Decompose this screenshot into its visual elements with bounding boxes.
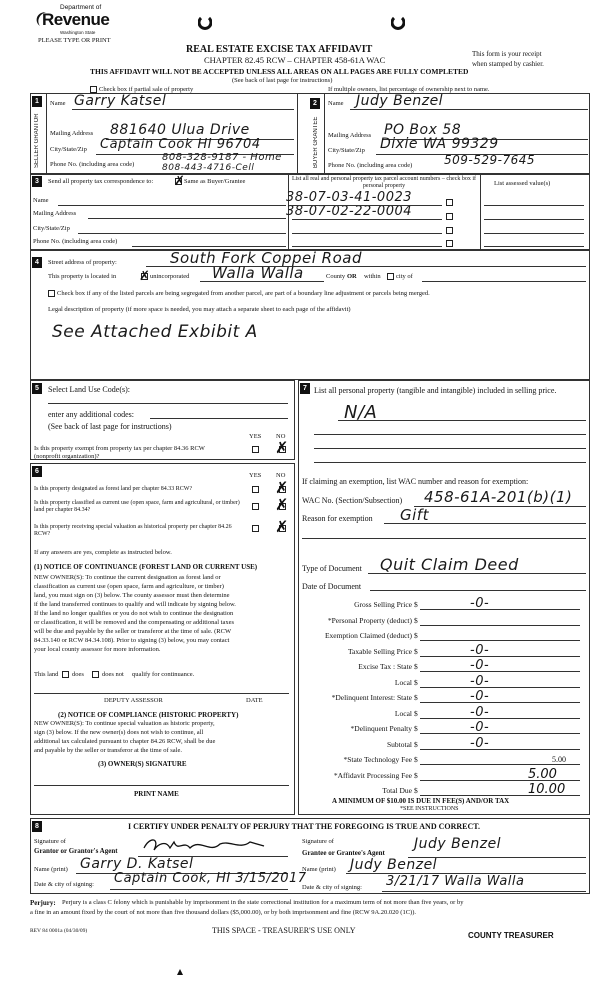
- tax-row-value[interactable]: 10.00: [528, 782, 566, 797]
- currency-symbol: $: [414, 724, 418, 733]
- current-use-question: Is this property classified as current use (open space, farm and agricultural, or timber) land per chapter 84.34?: [34, 500, 240, 513]
- county[interactable]: Walla Walla: [212, 264, 304, 282]
- compliance-title: (2) NOTICE OF COMPLIANCE (HISTORIC PROPERTY): [58, 711, 239, 719]
- grantee-name-label: Name (print): [302, 866, 336, 873]
- exemption-reason[interactable]: Gift: [400, 506, 429, 524]
- segregated-checkbox[interactable]: [48, 290, 55, 297]
- currency-symbol: $: [414, 677, 418, 687]
- perjury-label: Perjury:: [30, 899, 56, 907]
- tax-row-label: *State Technology Fee: [343, 755, 412, 764]
- tax-row-label: Subtotal: [386, 739, 412, 749]
- located-in-label: This property is located in: [48, 273, 117, 280]
- grantor-agent-label: Grantor or Grantor's Agent: [34, 847, 118, 855]
- corr-name-label: Name: [33, 197, 49, 204]
- tax-row-value[interactable]: 5.00: [552, 755, 566, 764]
- tax-row-value[interactable]: -0-: [470, 642, 490, 658]
- tax-row-label: Total Due: [382, 786, 412, 795]
- grantee-printed-name[interactable]: Judy Benzel: [350, 857, 438, 873]
- wac-number[interactable]: 458-61A-201(b)(1): [424, 488, 573, 506]
- county-treasurer-stamp: COUNTY TREASURER: [468, 931, 554, 940]
- treasurer-space-label: THIS SPACE - TREASURER'S USE ONLY: [212, 926, 356, 935]
- section-1-number: 1: [32, 96, 42, 107]
- forest-yes-checkbox[interactable]: [252, 486, 259, 493]
- seller-city-state-zip[interactable]: Captain Cook HI 96704: [100, 137, 261, 152]
- or-label: OR: [347, 273, 357, 280]
- tax-row-label: *Delinquent Interest: State: [331, 693, 412, 702]
- tax-row-label: *Personal Property (deduct): [327, 615, 412, 625]
- buyer-phone-label: Phone No. (including area code): [328, 162, 413, 169]
- additional-codes-label: enter any additional codes:: [48, 410, 134, 419]
- exempt-question: Is this property exempt from property tax per chapter 84.36 RCW (nonprofit organization)?: [34, 445, 205, 460]
- grantor-signature: [140, 834, 270, 856]
- unincorporated-check-icon: ✗: [139, 269, 150, 284]
- seller-name-label: Name: [50, 100, 66, 107]
- wac-label: WAC No. (Section/Subsection): [302, 496, 403, 505]
- grantee-sig-label: Signature of: [302, 838, 334, 845]
- section-7-box: [298, 380, 590, 815]
- perjury-text-2: a fine in an amount fixed by the court of not more than five thousand dollars ($5,000.00), or by both imprisonment and fine (RCW 9A.20.020 (1C)).: [30, 909, 417, 916]
- if-yes-note: If any answers are yes, complete as instructed below.: [34, 549, 172, 556]
- logo-line1: Department of: [60, 4, 102, 11]
- punch-hole-icon: [391, 15, 405, 31]
- yes-header: YES: [249, 472, 262, 479]
- seller-mail-label: Mailing Address: [50, 130, 94, 137]
- does-not-checkbox[interactable]: [92, 671, 99, 678]
- does-checkbox[interactable]: [62, 671, 69, 678]
- no-header: NO: [276, 433, 286, 440]
- form-title: REAL ESTATE EXCISE TAX AFFIDAVIT: [186, 44, 373, 55]
- does-label: does: [72, 671, 84, 678]
- location-box: [30, 250, 590, 380]
- county-label: County: [326, 273, 346, 280]
- tax-row-value[interactable]: -0-: [470, 673, 490, 689]
- legal-description[interactable]: See Attached Exbibit A: [52, 322, 258, 342]
- currency-symbol: $: [414, 693, 418, 702]
- personal-property-value[interactable]: N/A: [344, 402, 378, 423]
- legal-description-label: Legal description of property (if more space is needed, you may attach a separate sheet to each page of the affidavit): [48, 306, 351, 313]
- current-use-no-check-icon: ✗: [275, 495, 289, 514]
- historic-question: Is this property receiving special valuation as historical property per chapter 84.26 RCW?: [34, 524, 232, 537]
- logo-word: Revenue: [42, 10, 110, 29]
- minimum-note: A MINIMUM OF $10.00 IS DUE IN FEE(S) AND/OR TAX: [332, 797, 510, 805]
- buyer-name-label: Name: [328, 100, 344, 107]
- parcel-number-1[interactable]: 38-07-03-41-0023: [286, 190, 413, 205]
- section-7-number: 7: [300, 383, 310, 394]
- exempt-no-check-icon: ✗: [275, 438, 289, 457]
- buyer-city-state-zip[interactable]: Dixie WA 99329: [380, 136, 499, 152]
- section-8-number: 8: [32, 821, 42, 832]
- grantor-date-city[interactable]: Captain Cook, HI 3/15/2017: [114, 871, 307, 886]
- yes-header: YES: [249, 433, 262, 440]
- tax-row-label: Local: [394, 677, 412, 687]
- receipt-note-2: when stamped by cashier.: [472, 60, 544, 68]
- tax-row-label: Taxable Selling Price: [347, 646, 412, 656]
- parcel-header: List all real and personal property tax parcel account numbers – check box if personal property: [291, 176, 477, 189]
- exempt-yes-checkbox[interactable]: [252, 446, 259, 453]
- corr-phone-label: Phone No. (including area code): [33, 238, 118, 245]
- section-4-number: 4: [32, 257, 42, 268]
- type-or-print: PLEASE TYPE OR PRINT: [38, 37, 111, 44]
- street-label: Street address of property:: [48, 259, 117, 266]
- does-not-label: does not: [102, 671, 124, 678]
- qualify-label: qualify for continuance.: [132, 671, 195, 678]
- personal-property-checkbox[interactable]: [446, 213, 453, 220]
- see-instructions: *SEE INSTRUCTIONS: [400, 806, 459, 812]
- personal-property-label: List all personal property (tangible and intangible) included in selling price.: [314, 386, 557, 395]
- tax-row-value[interactable]: 5.00: [528, 766, 557, 782]
- seller-phone-cell[interactable]: 808-443-4716-Cell: [162, 163, 255, 173]
- grantor-date-label: Date & city of signing:: [34, 881, 94, 888]
- corr-mail-label: Mailing Address: [33, 210, 77, 217]
- seller-phone-home[interactable]: 808-328-9187 - Home: [162, 152, 282, 163]
- punch-hole-icon: [198, 15, 212, 31]
- grantee-date-city[interactable]: 3/21/17 Walla Walla: [386, 874, 525, 889]
- partial-sale-label: Check box if partial sale of property: [99, 86, 194, 93]
- seller-grantor-label: SELLER GRANTOR: [34, 113, 40, 169]
- currency-symbol: $: [414, 739, 418, 749]
- tax-row-label: Excise Tax : State: [358, 662, 412, 671]
- land-use-label: Select Land Use Code(s):: [48, 385, 130, 394]
- within-label: within: [364, 273, 381, 280]
- seller-phone-label: Phone No. (including area code): [50, 161, 135, 168]
- city-of-label: city of: [396, 273, 413, 280]
- personal-property-checkbox[interactable]: [446, 227, 453, 234]
- tax-row-value[interactable]: -0-: [470, 689, 490, 704]
- currency-symbol: $: [414, 708, 418, 718]
- date-label: DATE: [246, 697, 263, 704]
- perjury-text: Perjury is a class C felony which is punishable by imprisonment in the state correctional institution for a maximum term of not more than five years, or by: [62, 899, 464, 906]
- tax-row-value[interactable]: -0-: [470, 596, 490, 611]
- buyer-grantee-label: BUYER GRANTEE: [313, 116, 319, 168]
- doc-type-label: Type of Document: [302, 564, 362, 573]
- logo-swoosh-icon: [34, 10, 48, 28]
- section-2-number: 2: [310, 98, 320, 109]
- currency-symbol: $: [414, 662, 418, 671]
- doc-date-label: Date of Document: [302, 582, 362, 591]
- multiple-owners-note: If multiple owners, list percentage of ownership next to name.: [328, 86, 490, 93]
- corr-city-label: City/State/Zip: [33, 225, 70, 232]
- historic-yes-checkbox[interactable]: [252, 525, 259, 532]
- tax-row-value[interactable]: -0-: [470, 720, 490, 735]
- historic-no-check-icon: ✗: [275, 517, 289, 536]
- this-land-label: This land: [34, 671, 59, 678]
- certify-statement: I CERTIFY UNDER PENALTY OF PERJURY THAT THE FOREGOING IS TRUE AND CORRECT.: [128, 822, 481, 831]
- unincorporated-label: unincorporated: [150, 273, 190, 280]
- tax-row-label: Exemption Claimed (deduct): [324, 631, 412, 640]
- currency-symbol: $: [414, 631, 418, 640]
- seller-city-label: City/State/Zip: [50, 146, 87, 153]
- grantor-sig-label: Signature of: [34, 838, 66, 845]
- same-as-buyer-check-icon: ✗: [174, 174, 185, 189]
- tax-row-value[interactable]: -0-: [470, 704, 490, 720]
- currency-symbol: $: [414, 646, 418, 656]
- seller-name[interactable]: Garry Katsel: [74, 93, 167, 109]
- section-6-number: 6: [32, 466, 42, 477]
- current-use-yes-checkbox[interactable]: [252, 503, 259, 510]
- currency-symbol: $: [414, 600, 418, 609]
- grantor-name-label: Name (print): [34, 866, 68, 873]
- parcel-number-2[interactable]: 38-07-02-22-0004: [286, 204, 413, 219]
- deputy-assessor-label: DEPUTY ASSESSOR: [104, 697, 163, 704]
- document-type[interactable]: Quit Claim Deed: [380, 555, 519, 574]
- within-city-checkbox[interactable]: [387, 273, 394, 280]
- buyer-name[interactable]: Judy Benzel: [356, 93, 444, 109]
- personal-property-checkbox[interactable]: [446, 240, 453, 247]
- buyer-city-label: City/State/Zip: [328, 147, 365, 154]
- tax-row-value[interactable]: -0-: [470, 658, 490, 673]
- instructions-note: (See back of last page for instructions): [232, 77, 333, 84]
- forest-question: Is this property designated as forest land per chapter 84.33 RCW?: [34, 486, 193, 492]
- assessed-header: List assessed value(s): [494, 180, 551, 187]
- exemption-label: If claiming an exemption, list WAC number and reason for exemption:: [302, 477, 529, 486]
- seller-mailing-address[interactable]: 881640 Ulua Drive: [110, 122, 250, 138]
- currency-symbol: $: [414, 786, 418, 795]
- grantee-agent-label: Grantee or Grantee's Agent: [302, 849, 385, 857]
- grantee-signature[interactable]: Judy Benzel: [414, 836, 502, 852]
- section-5-number: 5: [32, 383, 42, 394]
- tax-row-label: *Affidavit Processing Fee: [333, 770, 412, 780]
- continuance-title: (1) NOTICE OF CONTINUANCE (FOREST LAND OR CURRENT USE): [34, 563, 258, 571]
- print-name-label: PRINT NAME: [134, 790, 179, 798]
- buyer-mailing-address[interactable]: PO Box 58: [384, 122, 462, 138]
- tax-row-label: Local: [394, 708, 412, 718]
- street-address[interactable]: South Fork Coppei Road: [170, 249, 362, 267]
- revision-number: REV 84 0001a (04/30/09): [30, 928, 88, 934]
- receipt-note: This form is your receipt: [472, 50, 542, 58]
- forest-no-check-icon: ✗: [275, 478, 289, 497]
- section-3-number: 3: [32, 176, 42, 187]
- segregated-label: Check box if any of the listed parcels are being segregated from another parcel, are part of a boundary line adjustment or parcels being merged.: [57, 290, 430, 297]
- owner-signature-label: (3) OWNER(S) SIGNATURE: [98, 760, 187, 768]
- correspondence-label: Send all property tax correspondence to:: [48, 178, 154, 185]
- tax-row-value[interactable]: -0-: [470, 735, 490, 751]
- tax-row-label: *Delinquent Penalty: [350, 724, 412, 733]
- grantor-printed-name[interactable]: Garry D. Katsel: [80, 856, 194, 872]
- see-back-label: (See back of last page for instructions): [48, 422, 172, 431]
- form-chapter: CHAPTER 82.45 RCW – CHAPTER 458-61A WAC: [204, 55, 386, 65]
- no-header: NO: [276, 472, 286, 479]
- reason-label: Reason for exemption: [302, 514, 373, 523]
- currency-symbol: $: [414, 770, 418, 780]
- logo-line2: Washington State: [60, 30, 96, 35]
- currency-symbol: $: [414, 615, 418, 625]
- partial-sale-checkbox[interactable]: [90, 86, 97, 93]
- warning: THIS AFFIDAVIT WILL NOT BE ACCEPTED UNLESS ALL AREAS ON ALL PAGES ARE FULLY COMPLETED: [90, 67, 469, 76]
- grantee-date-label: Date & city of signing:: [302, 884, 362, 891]
- currency-symbol: $: [414, 755, 418, 764]
- page-marker-icon: [176, 968, 184, 976]
- tax-row-label: Gross Selling Price: [354, 600, 412, 609]
- buyer-mail-label: Mailing Address: [328, 132, 372, 139]
- same-as-buyer-label: Same as Buyer/Grantee: [184, 178, 246, 185]
- personal-property-checkbox[interactable]: [446, 199, 453, 206]
- buyer-phone[interactable]: 509-529-7645: [444, 153, 536, 167]
